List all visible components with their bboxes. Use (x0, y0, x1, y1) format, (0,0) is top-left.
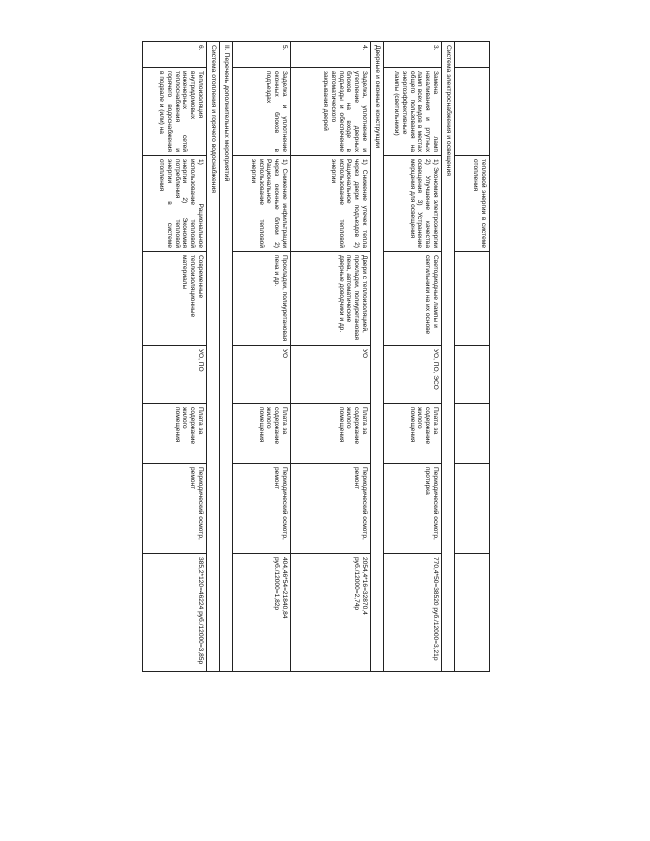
work-cell: Теплоизоляция внутридомовых инженерных сетей теплоснабжения и горячего водоснабжения в подвале и (или) на (142, 68, 206, 156)
table-row (142, 42, 206, 672)
materials-cell: Двери с теплоизоляцией, прокладки, полиуретановая пена, автоматические дверные доводчики и др. (290, 252, 370, 346)
executor-cell: УО, ПО (142, 346, 206, 404)
row-number: 6. (142, 42, 206, 68)
cost-cell: 404,46*54=21840,84 руб./12000=1,82р (232, 554, 290, 672)
table-row (232, 42, 290, 672)
cost-cell: 385,2*120=46224 руб./12000=3,85р (142, 554, 206, 672)
row-number: 4. (290, 42, 370, 68)
table-cell (455, 42, 490, 68)
section-header-row (441, 42, 454, 672)
table-cell: тепловой энергии в системе отопления (455, 156, 490, 252)
work-cell: Замена ламп накаливания и ртутных ламп всех видов в местах общего пользования на энергоэффективные лампы (светильники) (383, 68, 441, 156)
effect-cell: 1) Снижение утечек тепла через двери подъездов 2) Рациональное использование тепловой энергии (290, 156, 370, 252)
section-title: Система электроснабжения и освещения (441, 42, 454, 672)
executor-cell: УО (290, 346, 370, 404)
section-header-row (206, 42, 219, 672)
effect-cell: 1) Снижение инфильтрации через оконные блоки 2) Рациональное использование тепловой энергии (232, 156, 290, 252)
source-cell: Плата за содержание жилого помещения (383, 404, 441, 464)
measures-table (142, 41, 490, 672)
work-cell: Заделка, уплотнение и утепление дверных блоков на входе в подъезды и обеспечение автоматического закрывания дверей (290, 68, 370, 156)
section-title: Дверные и оконные конструкции (370, 42, 383, 672)
executor-cell: УО (232, 346, 290, 404)
period-cell: Периодический осмотр, ремонт (290, 464, 370, 554)
table-cell (455, 346, 490, 404)
table-cell (455, 252, 490, 346)
table-cell (455, 404, 490, 464)
executor-cell: УО, ПО, ЭСО (383, 346, 441, 404)
period-cell: Периодический осмотр, ремонт (142, 464, 206, 554)
table-cell (455, 464, 490, 554)
section-title: Система отопления и горячего водоснабжения (206, 42, 219, 672)
section-title: II. Перечень дополнительных мероприятий (219, 42, 232, 672)
cost-cell: 2054,4*16=32870,4 руб./12000=2,74р (290, 554, 370, 672)
section-header-row (370, 42, 383, 672)
source-cell: Плата за содержание жилого помещения (142, 404, 206, 464)
section-header-row (219, 42, 232, 672)
period-cell: Периодический осмотр, протирка (383, 464, 441, 554)
period-cell: Периодический осмотр, ремонт (232, 464, 290, 554)
table-row (383, 42, 441, 672)
table-row (290, 42, 370, 672)
table-cell (455, 68, 490, 156)
rotated-table-wrapper (40, 41, 490, 671)
source-cell: Плата за содержание жилого помещения (290, 404, 370, 464)
row-number: 5. (232, 42, 290, 68)
effect-cell: 1) Рациональное использование тепловой энергии 2) Экономия потребления тепловой энергии в системе отопления (142, 156, 206, 252)
materials-cell: Прокладки, полиуретановая пена и др. (232, 252, 290, 346)
table-cell (455, 554, 490, 672)
cost-cell: 770,4*50=38520 руб./12000=3,21р (383, 554, 441, 672)
materials-cell: Светодиодные лампы и светильники на их основе (383, 252, 441, 346)
source-cell: Плата за содержание жилого помещения (232, 404, 290, 464)
row-number: 3. (383, 42, 441, 68)
table-row-continuation (455, 42, 490, 672)
materials-cell: Современные теплоизоляционные материалы (142, 252, 206, 346)
work-cell: Заделка и уплотнение оконных блоков в подъездах (232, 68, 290, 156)
effect-cell: 1) Экономия электроэнергии 2) Улучшение качества освещения 3) Устранение мерцания для освещения (383, 156, 441, 252)
